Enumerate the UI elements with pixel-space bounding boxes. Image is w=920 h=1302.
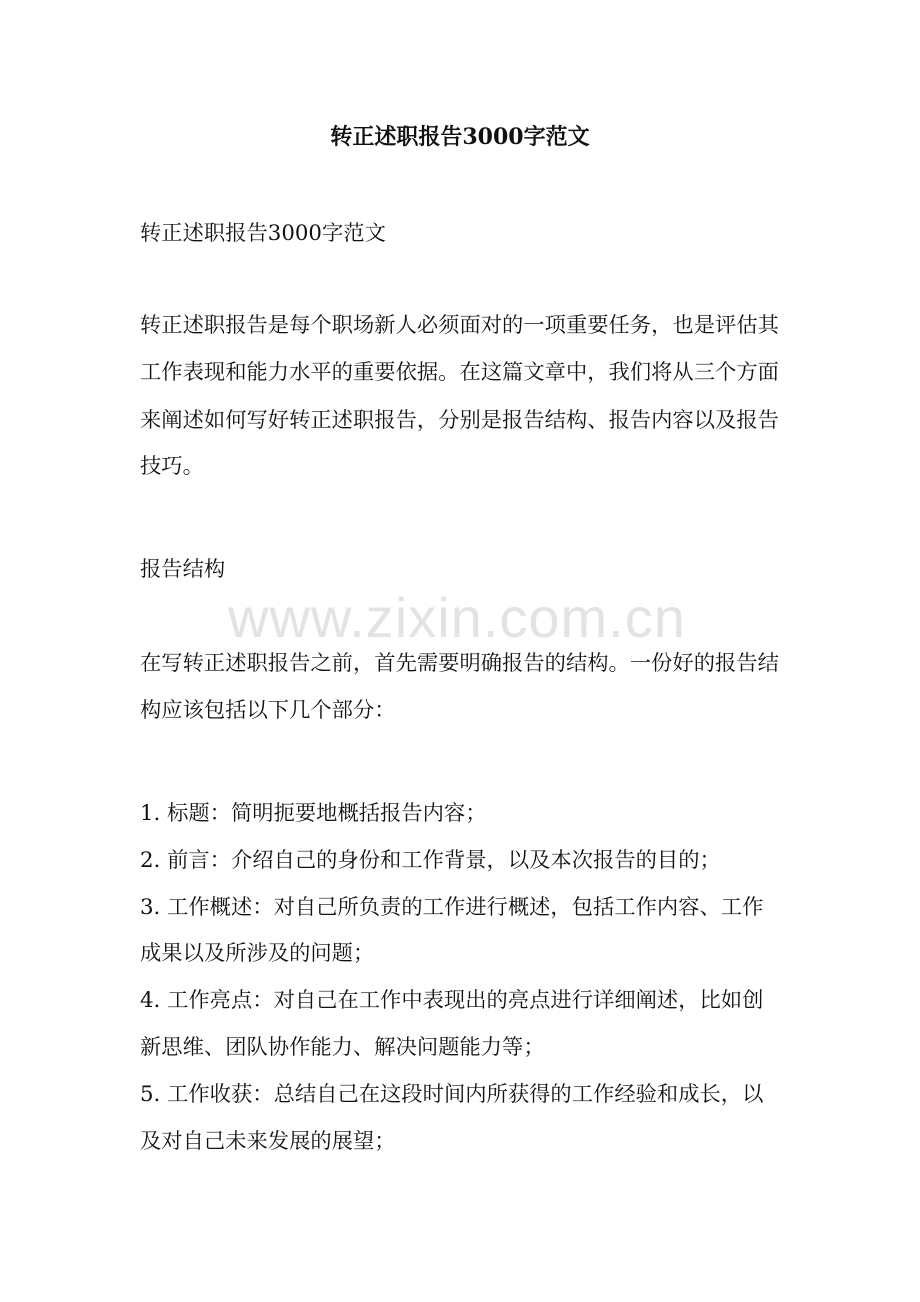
list-item: 5. 工作收获：总结自己在这段时间内所获得的工作经验和成长，以 xyxy=(140,1082,764,1107)
paragraph-line: 在写转正述职报告之前，首先需要明确报告的结构。一份好的报告结 xyxy=(140,651,779,676)
list-item-continuation: 新思维、团队协作能力、解决问题能力等； xyxy=(140,1035,545,1060)
paragraph-line: 技巧。 xyxy=(140,454,204,479)
list-item: 1. 标题：简明扼要地概括报告内容； xyxy=(140,801,487,826)
paragraph-line: 工作表现和能力水平的重要依据。在这篇文章中，我们将从三个方面 xyxy=(140,360,779,385)
list-item: 2. 前言：介绍自己的身份和工作背景，以及本次报告的目的； xyxy=(140,848,721,873)
section-heading: 报告结构 xyxy=(140,557,226,582)
watermark: www.zixin.com.cn xyxy=(228,586,686,649)
list-item: 4. 工作亮点：对自己在工作中表现出的亮点进行详细阐述，比如创 xyxy=(140,988,764,1013)
paragraph-line: 来阐述如何写好转正述职报告，分别是报告结构、报告内容以及报告 xyxy=(140,408,779,433)
paragraph-line: 转正述职报告是每个职场新人必须面对的一项重要任务，也是评估其 xyxy=(140,313,779,338)
paragraph-line: 构应该包括以下几个部分： xyxy=(140,698,396,723)
list-item: 3. 工作概述：对自己所负责的工作进行概述，包括工作内容、工作 xyxy=(140,895,764,920)
list-item-continuation: 及对自己未来发展的展望； xyxy=(140,1129,396,1154)
document-title: 转正述职报告3000字范文 xyxy=(330,124,590,150)
subtitle: 转正述职报告3000字范文 xyxy=(140,221,386,246)
list-item-continuation: 成果以及所涉及的问题； xyxy=(140,941,375,966)
